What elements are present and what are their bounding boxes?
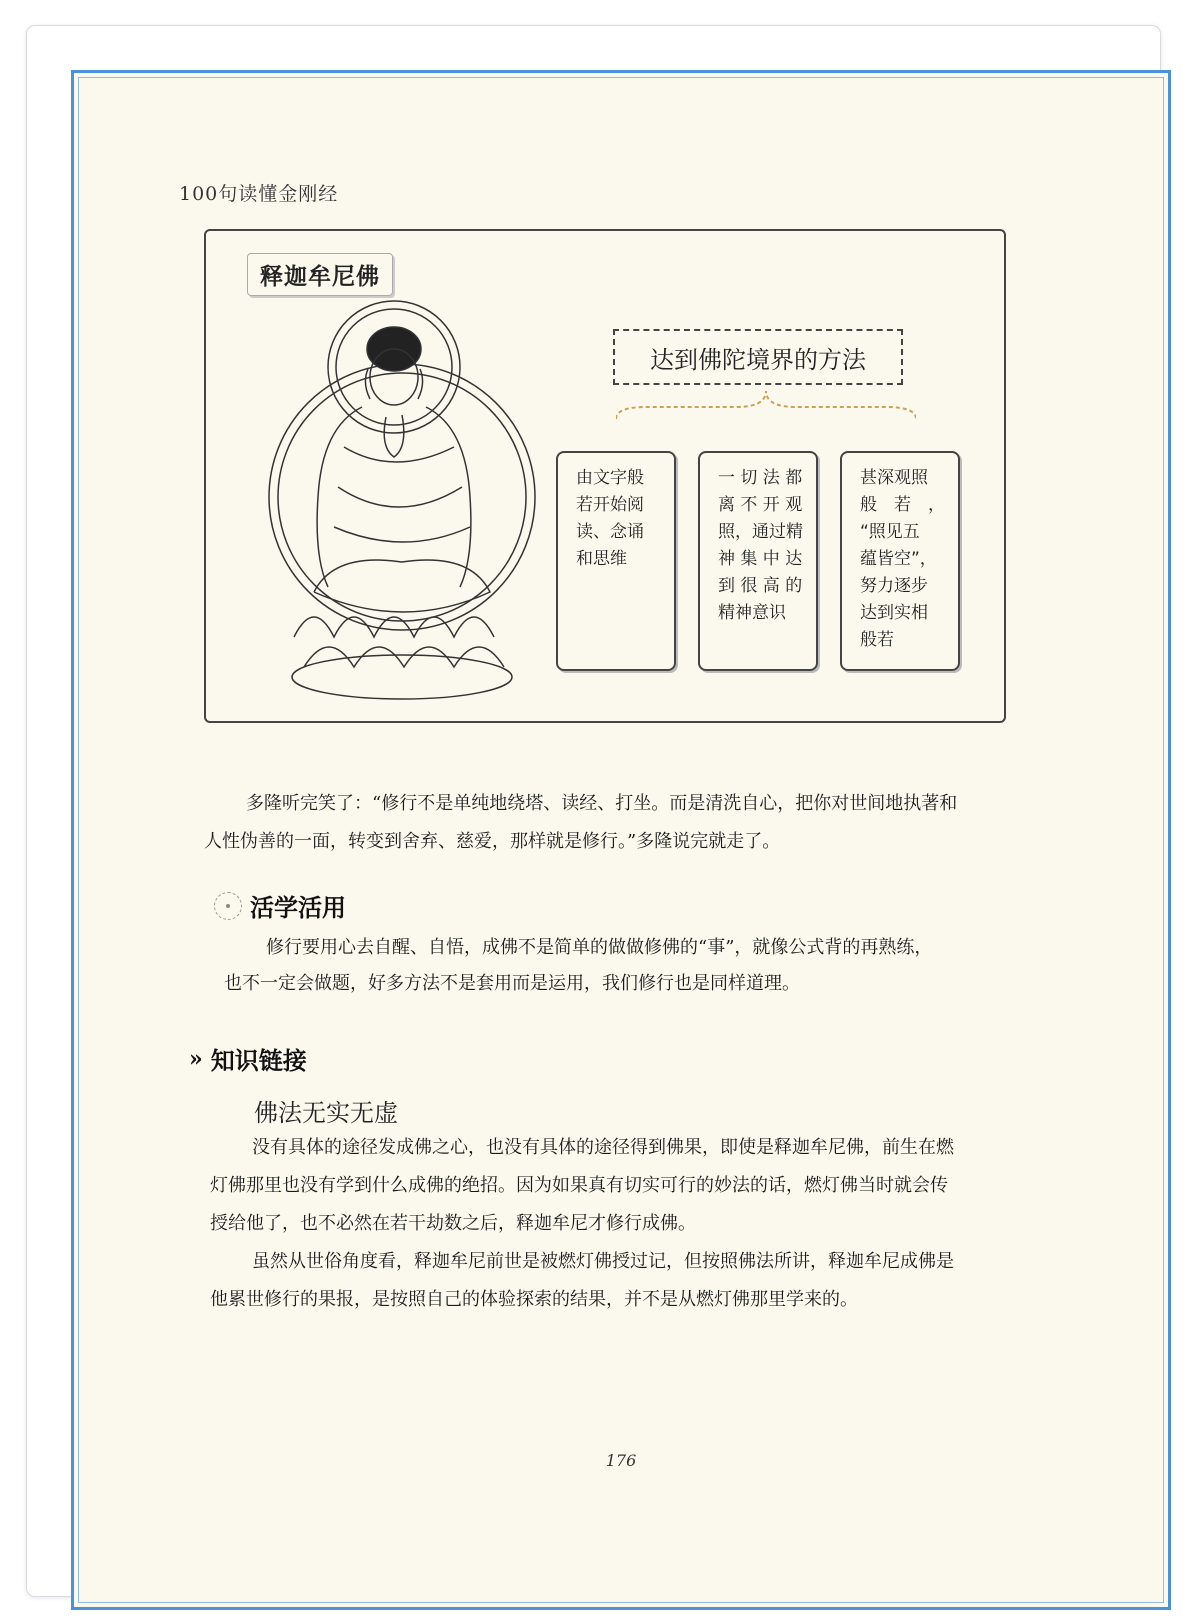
knowledge-heading: » 知识链接 [189,1045,307,1075]
figure-title: 释迦牟尼佛 [247,253,393,296]
double-chevron-icon: » [189,1045,203,1072]
method-box-3: 甚深观照 般 若 ， “照见五 蕴皆空”， 努力逐步 达到实相 般若 [840,451,960,671]
apply-heading: 活学活用 [214,888,346,923]
buddha-illustration [264,297,540,707]
screenshot-card [27,26,1160,1596]
running-header: 100句读懂金刚经 [179,183,339,205]
apply-paragraph: 修行要用心去自醒、自悟，成佛不是简单的做做修佛的“事”，就像公式背的再熟练， 也不一定会做题，好多方法不是套用而是运用，我们修行也是同样道理。 [224,937,933,994]
bullet-circle-icon [214,892,242,920]
lotus-base [292,655,512,699]
knowledge-paragraph: 没有具体的途径发成佛之心，也没有具体的途径得到佛果，即使是释迦牟尼佛，前生在燃 灯佛那里也没有学到什么成佛的绝招。因为如果真有切实可行的妙法的话，燃灯佛当时就会传 授给他了，也不必然在若干劫数之后，释迦牟尼才修行成佛。 虽然从世俗角度看，释迦牟尼前世是被燃灯佛授过记，但按照佛法所讲，释迦牟尼成佛是 他累世修行的果报，是按照自己的体验探索的结果，并不是从燃灯佛那里学来的。 [210,1137,954,1310]
robe-body [317,407,471,587]
grouping-brace [616,389,916,429]
knowledge-subheading: 佛法无实无虚 [254,1099,398,1127]
buddha-figure-panel [204,229,1006,723]
book-page [71,70,1171,1610]
method-box-1: 由文字般 若开始阅 读、念诵 和思维 [556,451,676,671]
method-title-box: 达到佛陀境界的方法 [613,329,903,385]
story-paragraph: 多隆听完笑了：“修行不是单纯地绕塔、读经、打坐。而是清洗自心，把你对世间地执著和 人性伪善的一面，转变到舍弃、慈爱，那样就是修行。”多隆说完就走了。 [204,793,958,852]
method-box-2: 一 切 法 都 离 不 开 观 照，通过精 神 集 中 达 到 很 高 的 精神意识 [698,451,818,671]
robe-folds [334,447,470,542]
raised-hand [384,415,404,457]
page-number: 176 [605,1451,637,1470]
outer-halo-inner [278,373,526,621]
